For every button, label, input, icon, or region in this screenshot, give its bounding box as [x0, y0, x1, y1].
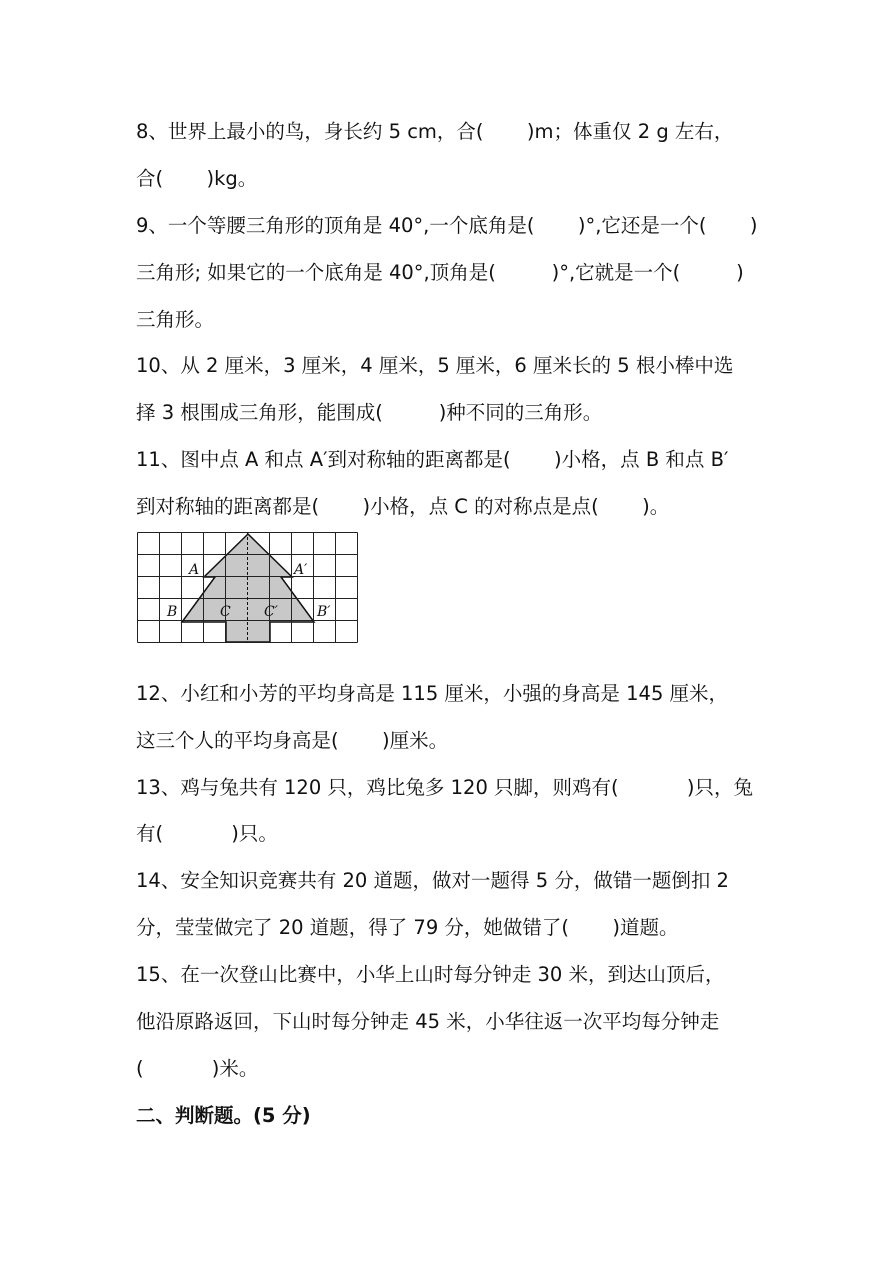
q9-line-2: 三角形; 如果它的一个底角是 40°,顶角是( )°,它就是一个( )	[136, 261, 744, 284]
q10-line-1: 10、从 2 厘米，3 厘米，4 厘米，5 厘米，6 厘米长的 5 根小棒中选	[136, 354, 734, 377]
q12-line-2: 这三个人的平均身高是( )厘米。	[136, 729, 449, 752]
q12-line-1: 12、小红和小芳的平均身高是 115 厘米，小强的身高是 145 厘米，	[136, 682, 729, 705]
label-C-prime: C′	[264, 604, 278, 620]
label-B-prime: B′	[317, 604, 331, 620]
q14-line-2: 分，莹莹做完了 20 道题，得了 79 分，她做错了( )道题。	[136, 916, 679, 939]
q11-line-2: 到对称轴的距离都是( )小格，点 C 的对称点是点( )。	[136, 495, 670, 518]
q13-line-1: 13、鸡与兔共有 120 只，鸡比兔多 120 只脚，则鸡有( )只，兔	[136, 776, 753, 799]
label-A-prime: A′	[294, 562, 308, 578]
q15-line-1: 15、在一次登山比赛中，小华上山时每分钟走 30 米，到达山顶后，	[136, 963, 725, 986]
q9-line-3: 三角形。	[136, 308, 215, 331]
symmetry-tree-figure	[137, 532, 361, 644]
label-A: A	[189, 562, 200, 578]
q8-line-2: 合( )kg。	[136, 167, 258, 190]
section-heading-judgement: 二、判断题。(5 分)	[136, 1104, 311, 1127]
label-C: C	[220, 604, 231, 620]
q15-line-2: 他沿原路返回，下山时每分钟走 45 米，小华往返一次平均每分钟走	[136, 1010, 720, 1033]
q10-line-2: 择 3 根围成三角形，能围成( )种不同的三角形。	[136, 401, 603, 424]
q8-line-1: 8、世界上最小的鸟，身长约 5 cm，合( )m；体重仅 2 g 左右，	[136, 120, 734, 143]
q11-line-1: 11、图中点 A 和点 A′到对称轴的距离都是( )小格，点 B 和点 B′	[136, 448, 729, 471]
q13-line-2: 有( )只。	[136, 822, 278, 845]
label-B: B	[167, 604, 178, 620]
q9-line-1: 9、一个等腰三角形的顶角是 40°,一个底角是( )°,它还是一个( )	[136, 214, 758, 237]
q15-line-3: ( )米。	[136, 1057, 259, 1080]
q14-line-1: 14、安全知识竞赛共有 20 道题，做对一题得 5 分，做错一题倒扣 2	[136, 869, 729, 892]
